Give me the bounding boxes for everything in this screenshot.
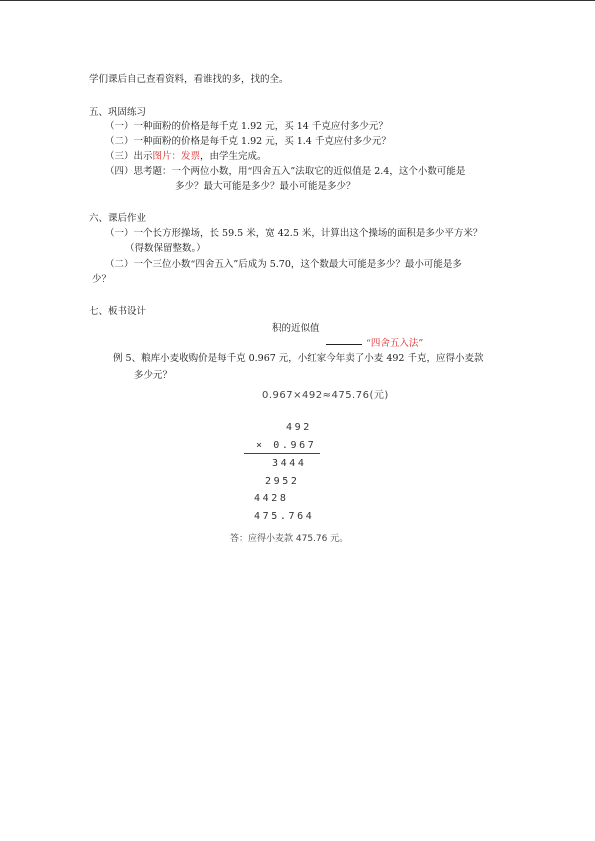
page-top-border (0, 0, 595, 1)
section-6-heading: 六、课后作业 (89, 213, 147, 224)
section-6-item-1-line-2: （得数保留整数。） (125, 243, 206, 254)
intro-line: 学们课后自己查看资料，看谁找的多，找的全。 (89, 74, 289, 85)
section-6-item-1-line-1: （一）一个长方形操场，长 59.5 米，宽 42.5 米，计算出这个操场的面积是多少平方米？ (105, 228, 483, 239)
answer: 答：应得小麦款 475.76 元。 (230, 534, 349, 544)
section-5-item-4-line-1: （四）思考题：一个两位小数，用“四舍五入”法取它的近似值是 2.4，这个小数可能是 (105, 166, 466, 177)
board-title: 积的近似值 (272, 323, 320, 334)
item-3-prefix: （三）出示 (105, 151, 153, 162)
section-6-item-2-line-2: 少？ (92, 274, 112, 285)
section-7-heading: 七、板书设计 (89, 306, 147, 317)
section-6-item-2-line-1: （二）一个三位小数“四舍五入”后成为 5.70，这个数最大可能是多少？最小可能是多 (105, 259, 462, 270)
section-5-item-1: （一）一种面粉的价格是每千克 1.92 元，买 14 千克应付多少元？ (105, 121, 388, 132)
method-dash (326, 344, 362, 345)
section-5-item-2: （二）一种面粉的价格是每千克 1.92 元，买 1.4 千克应付多少元？ (105, 136, 391, 147)
method-label: “四舍五入法” (366, 338, 424, 349)
section-5-item-3 (105, 151, 267, 163)
invoice-image-reference: 图片：发票 (152, 151, 201, 162)
calc-line-multiplier: × 0.967 (256, 440, 317, 451)
example-5-line-2: 多少元？ (134, 370, 173, 381)
calc-line-multiplicand: 492 (286, 422, 312, 433)
section-5-heading: 五、巩固练习 (89, 107, 147, 118)
calc-line-partial-3: 4428 (254, 493, 289, 504)
section-5-item-4-line-2: 多少？最大可能是多少？最小可能是多少？ (175, 181, 356, 192)
item-3-suffix: ，由学生完成。 (200, 151, 267, 162)
example-5-line-1: 例 5、粮库小麦收购价是每千克 0.967 元，小红家今年卖了小麦 492 千克，应得小麦款 (113, 353, 484, 364)
calc-separator-line (244, 453, 320, 454)
calc-line-result: 475.764 (254, 511, 315, 522)
equation: 0.967×492≈475.76(元) (262, 390, 389, 401)
calc-line-partial-1: 3444 (272, 458, 307, 469)
calc-line-partial-2: 2952 (265, 476, 300, 487)
